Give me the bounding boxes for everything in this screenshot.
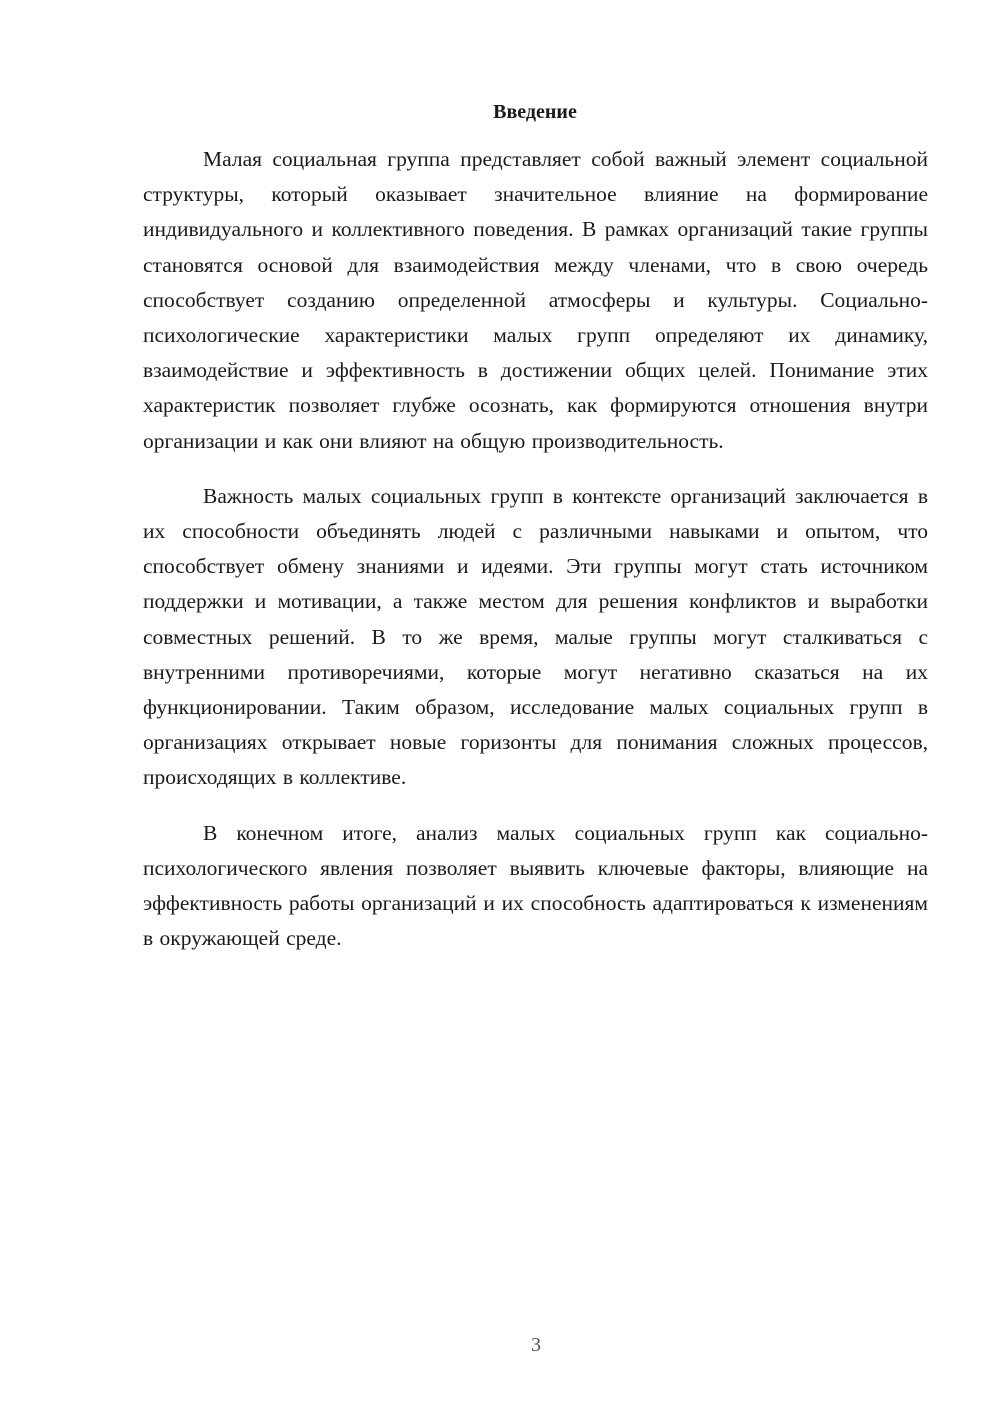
paragraph-2: Важность малых социальных групп в контексте организаций заключается в их способности объединять людей с различными навыками и опытом, что способствует обмену знаниями и идеями. Эти группы могут стать источником поддержки и мотивации, а также местом для решения конфликтов и выработки совместных решений. В то же время, малые группы могут сталкиваться с внутренними противоречиями, которые могут негативно сказаться на их функционировании. Таким образом, исследование малых социальных групп в организациях открывает новые горизонты для понимания сложных процессов, происходящих в коллективе. bbox=[143, 483, 928, 790]
page-number: 3 bbox=[531, 1334, 541, 1356]
paragraph-3: В конечном итоге, анализ малых социальных групп как социально-психологического явления позволяет выявить ключевые факторы, влияющие на эффективность работы организаций и их способность адаптироваться к изменениям в окружающей среде. bbox=[143, 820, 928, 951]
document-body bbox=[143, 142, 928, 976]
paragraph-1: Малая социальная группа представляет собой важный элемент социальной структуры, который оказывает значительное влияние на формирование индивидуального и коллективного поведения. В рамках организаций такие группы становятся основой для взаимодействия между членами, что в свою очередь способствует созданию определенной атмосферы и культуры. Социально-психологические характеристики малых групп определяют их динамику, взаимодействие и эффективность в достижении общих целей. Понимание этих характеристик позволяет глубже осознать, как формируются отношения внутри организации и как они влияют на общую производительность. bbox=[143, 147, 928, 453]
section-title: Введение bbox=[493, 101, 577, 123]
